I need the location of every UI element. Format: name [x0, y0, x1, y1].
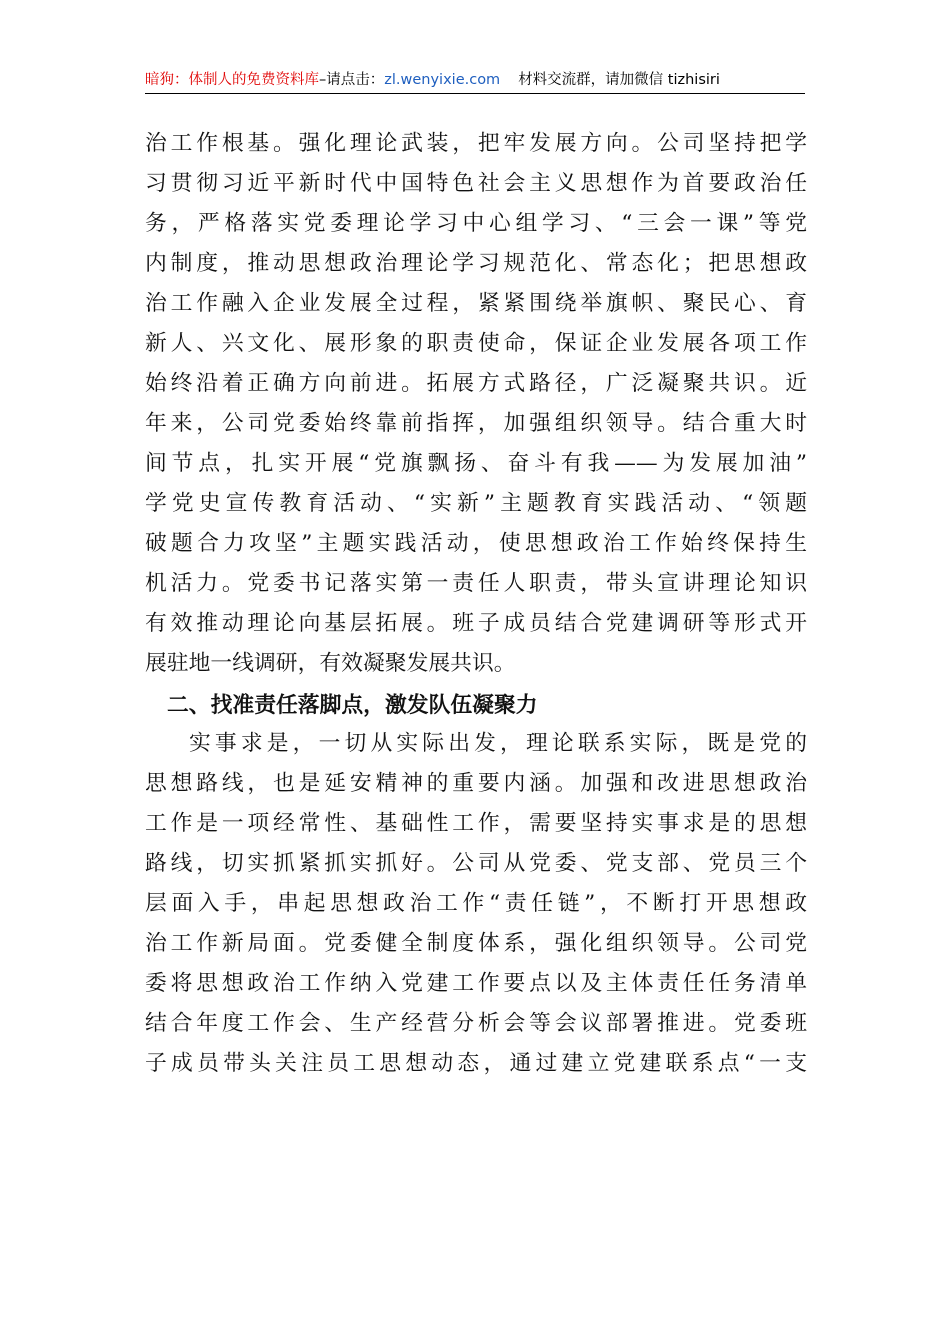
paragraph-line: 间节点，扎实开展“党旗飘扬、奋斗有我——为发展加油”: [145, 451, 807, 476]
paragraph-line: 机活力。党委书记落实第一责任人职责，带头宣讲理论知识: [145, 571, 807, 596]
paragraph-line: 工作是一项经常性、基础性工作，需要坚持实事求是的思想: [145, 811, 807, 836]
paragraph-line: 有效推动理论向基层拓展。班子成员结合党建调研等形式开: [145, 611, 807, 636]
paragraph-line: 思想路线，也是延安精神的重要内涵。加强和改进思想政治: [145, 771, 807, 796]
paragraph-line: 层面入手，串起思想政治工作“责任链”，不断打开思想政: [145, 891, 807, 916]
paragraph-line: 新人、兴文化、展形象的职责使命，保证企业发展各项工作: [145, 331, 807, 356]
paragraph-line: 始终沿着正确方向前进。拓展方式路径，广泛凝聚共识。近: [145, 371, 807, 396]
paragraph-line: 学党史宣传教育活动、“实新”主题教育实践活动、“领题: [145, 491, 807, 516]
paragraph-line: 内制度，推动思想政治理论学习规范化、常态化；把思想政: [145, 251, 807, 276]
paragraph-line: 治工作根基。强化理论武装，把牢发展方向。公司坚持把学: [145, 131, 807, 156]
paragraph-line: 路线，切实抓紧抓实抓好。公司从党委、党支部、党员三个: [145, 851, 807, 876]
header-url-link[interactable]: zl.wenyixie.com: [384, 72, 501, 88]
paragraph-line: 结合年度工作会、生产经营分析会等会议部署推进。党委班: [145, 1011, 807, 1036]
paragraph-line: 务，严格落实党委理论学习中心组学习、“三会一课”等党: [145, 211, 807, 236]
paragraph-line: 子成员带头关注员工思想动态，通过建立党建联系点“一支: [145, 1051, 807, 1076]
paragraph-line: 委将思想政治工作纳入党建工作要点以及主体责任任务清单: [145, 971, 807, 996]
header-site-name: 暗狗：体制人的免费资料库: [145, 72, 319, 88]
page-header: [145, 70, 805, 94]
header-wechat-note: 材料交流群，请加微信 tizhisiri: [518, 72, 720, 88]
section-heading: 二、找准责任落脚点，激发队伍凝聚力: [167, 693, 538, 718]
paragraph-line: 破题合力攻坚”主题实践活动，使思想政治工作始终保持生: [145, 531, 807, 556]
paragraph-line: 年来，公司党委始终靠前指挥，加强组织领导。结合重大时: [145, 411, 807, 436]
paragraph-line: 展驻地一线调研，有效凝聚发展共识。: [145, 651, 516, 676]
paragraph-line: 实事求是，一切从实际出发，理论联系实际，既是党的: [189, 731, 807, 756]
paragraph-line: 治工作新局面。党委健全制度体系，强化组织领导。公司党: [145, 931, 807, 956]
document-body: [145, 124, 807, 1084]
header-click-prefix: –请点击：: [319, 72, 385, 88]
paragraph-line: 治工作融入企业发展全过程，紧紧围绕举旗帜、聚民心、育: [145, 291, 807, 316]
paragraph-line: 习贯彻习近平新时代中国特色社会主义思想作为首要政治任: [145, 171, 807, 196]
